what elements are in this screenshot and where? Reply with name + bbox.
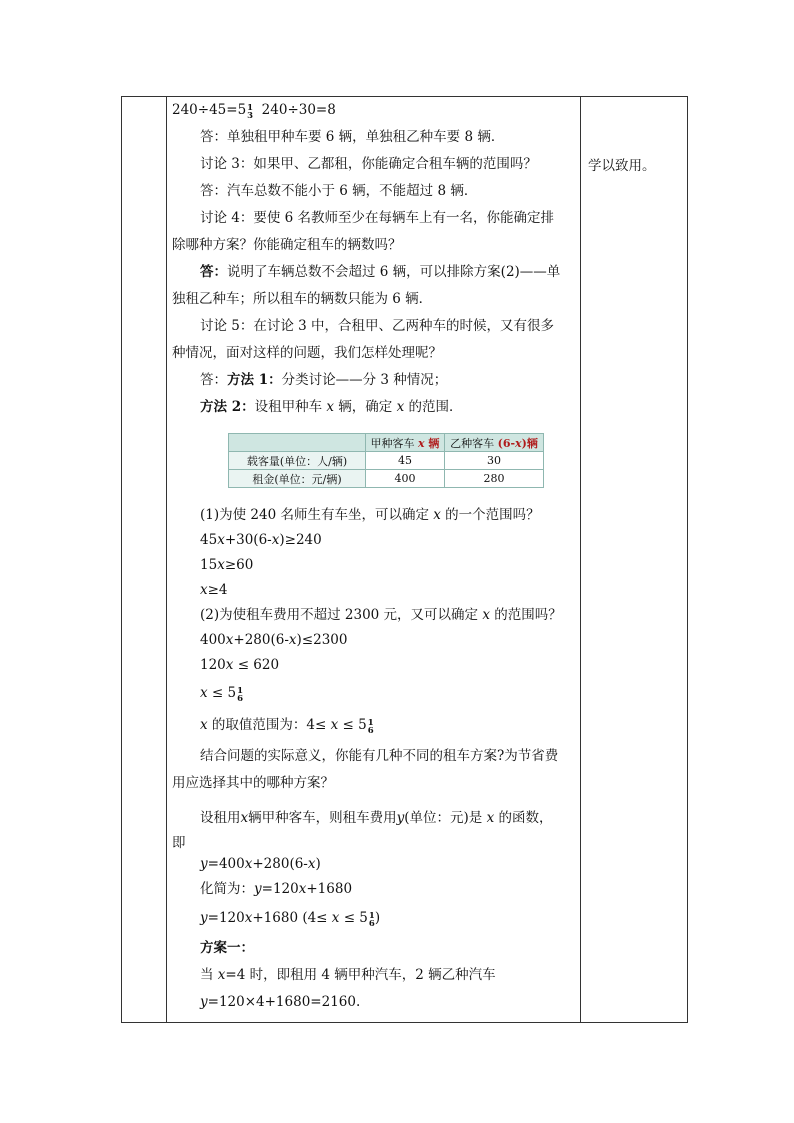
line-16: x≥4 (200, 582, 228, 598)
line-15: 15x≥60 (200, 557, 254, 573)
line-11: 答：方法 1：分类讨论——分 3 种情况； (200, 372, 448, 388)
line-31: y=120×4+1680=2160. (200, 994, 361, 1010)
line-4: 答：汽车总数不能小于 6 辆，不能超过 8 辆． (200, 183, 478, 199)
table-header-row (229, 434, 544, 452)
line-10: 种情况，面对这样的问题，我们怎样处理呢？ (172, 345, 442, 361)
fraction: 1 6 (237, 685, 244, 704)
line-7: 答：说明了车辆总数不会超过 6 辆，可以排除方案(2)——单 (200, 264, 561, 280)
line-8: 独租乙种车；所以租车的辆数只能为 6 辆． (172, 291, 433, 307)
table-row (229, 470, 544, 488)
design-intent-note: 学以致用。 (588, 158, 656, 174)
line-9: 讨论 5：在讨论 3 中，合租甲、乙两种车的时候，又有很多 (200, 318, 555, 334)
line-12: 方法 2：设租甲种车 x 辆，确定 x 的范围． (200, 399, 463, 415)
line-17: (2)为使租车费用不超过 2300 元，又可以确定 x 的范围吗？ (200, 607, 562, 623)
row-label-rent: 租金(单位：元/辆) (229, 470, 366, 488)
table-corner-cell (229, 434, 366, 452)
fraction: 1 3 (247, 102, 254, 121)
fraction: 1 6 (368, 910, 375, 929)
line-1: 240÷45=5 1 3 240÷30=8 (172, 102, 336, 121)
line-26: y=400x+280(6-x) (200, 856, 321, 872)
line-6: 除哪种方案？你能确定租车的辆数吗？ (172, 237, 402, 253)
line-24: 设租用x辆甲种客车，则租车费用y(单位：元)是 x 的函数， (200, 810, 553, 826)
line-28: y=120x+1680 (4≤ x ≤ 5 1 6 ) (200, 910, 381, 929)
rental-data-table (228, 433, 544, 488)
line-29: 方案一： (200, 940, 254, 956)
line-19: 120x ≤ 620 (200, 657, 280, 673)
line-5: 讨论 4：要使 6 名教师至少在每辆车上有一名，你能确定排 (200, 210, 555, 226)
line-13: (1)为使 240 名师生有车坐，可以确定 x 的一个范围吗？ (200, 507, 540, 523)
line-30: 当 x=4 时，即租用 4 辆甲种汽车，2 辆乙种汽车 (200, 967, 496, 983)
header-type-a: 甲种客车 x 辆 (366, 434, 445, 452)
line-3: 讨论 3：如果甲、乙都租，你能确定合租车辆的范围吗？ (200, 156, 537, 172)
header-type-b: 乙种客车 (6-x)辆 (444, 434, 543, 452)
line-20: x ≤ 5 1 6 (200, 685, 244, 704)
line-21: x 的取值范围为：4≤ x ≤ 5 1 6 (200, 717, 374, 736)
line-14: 45x+30(6-x)≥240 (200, 532, 322, 548)
line-22: 结合问题的实际意义，你能有几种不同的租车方案?为节省费 (200, 748, 559, 764)
cell-capacity-a: 45 (366, 452, 445, 470)
line-18: 400x+280(6-x)≤2300 (200, 632, 348, 648)
line-23: 用应选择其中的哪种方案？ (172, 775, 334, 791)
cell-capacity-b: 30 (444, 452, 543, 470)
line-27: 化简为：y=120x+1680 (200, 881, 353, 897)
cell-rent-b: 280 (444, 470, 543, 488)
fraction: 1 6 (367, 717, 374, 736)
line-2: 答：单独租甲种车要 6 辆，单独租乙种车要 8 辆． (200, 129, 505, 145)
cell-rent-a: 400 (366, 470, 445, 488)
column-divider-left (166, 96, 167, 1023)
row-label-capacity: 载客量(单位：人/辆) (229, 452, 366, 470)
line-25: 即 (172, 835, 186, 851)
table-row (229, 452, 544, 470)
